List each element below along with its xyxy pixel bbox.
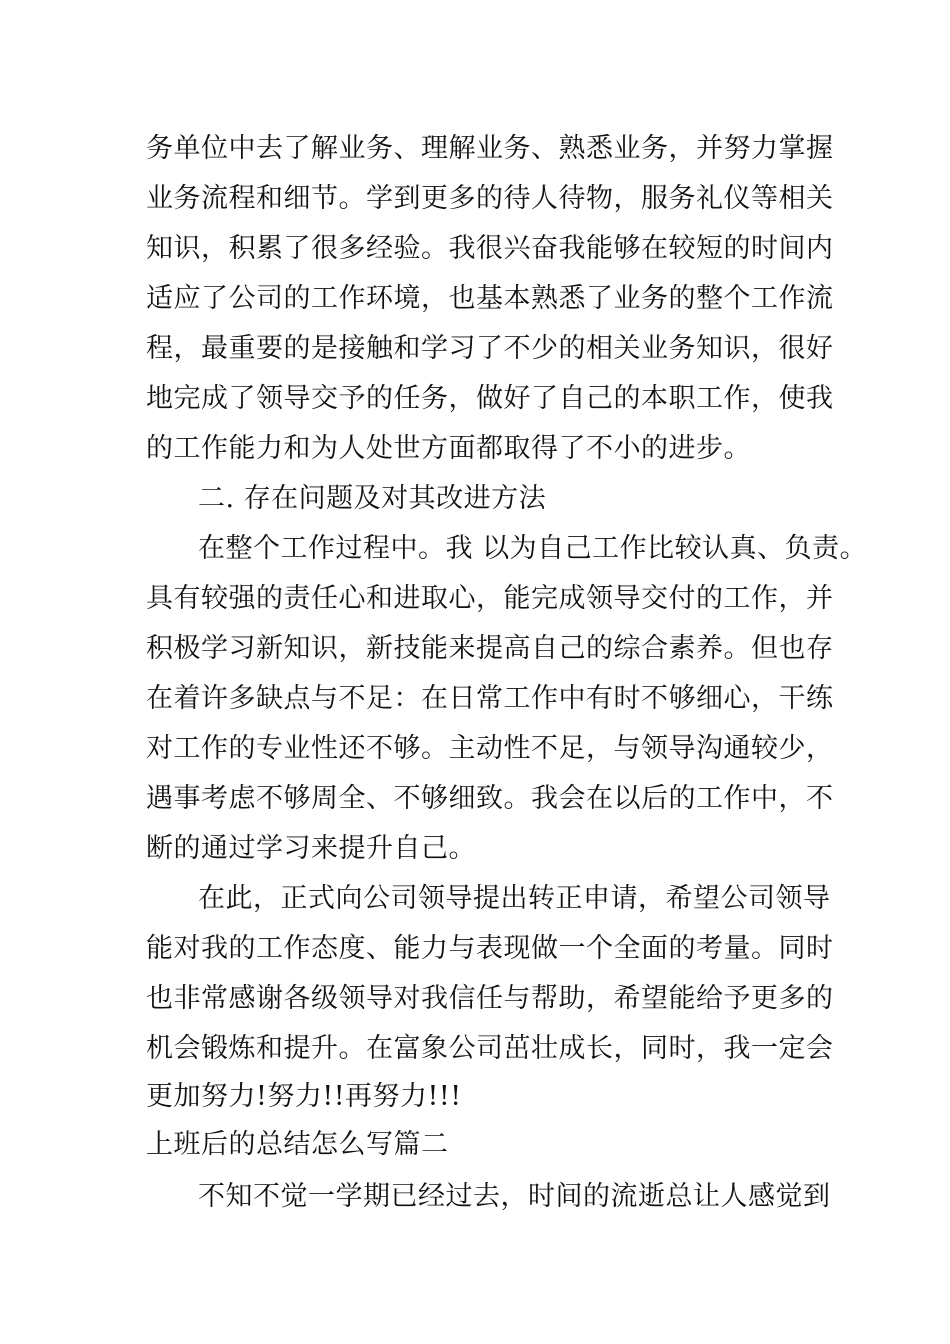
body-text-line: 断的通过学习来提升自己。 [146, 833, 476, 864]
body-text-line: 知识，积累了很多经验。我很兴奋我能够在较短的时间内 [146, 233, 834, 264]
body-text-line: 遇事考虑不够周全、不够细致。我会在以后的工作中，不 [146, 783, 834, 814]
body-text-line: 对工作的专业性还不够。主动性不足，与领导沟通较少， [146, 733, 834, 764]
body-text-line: 在整个工作过程中。我 以为自己工作比较认真、负责。 [198, 533, 868, 564]
body-text-line: 程，最重要的是接触和学习了不少的相关业务知识，很好 [146, 333, 834, 364]
body-text-line: 具有较强的责任心和进取心，能完成领导交付的工作，并 [146, 583, 834, 614]
body-text-line: 的工作能力和为人处世方面都取得了不小的进步。 [146, 433, 751, 464]
body-text-line: 也非常感谢各级领导对我信任与帮助，希望能给予更多的 [146, 983, 834, 1014]
section-heading: 二. 存在问题及对其改进方法 [198, 483, 547, 514]
body-text-line: 地完成了领导交予的任务，做好了自己的本职工作，使我 [146, 383, 834, 414]
body-text-line: 不知不觉一学期已经过去，时间的流逝总让人感觉到 [198, 1181, 831, 1212]
body-text-line: 在着许多缺点与不足：在日常工作中有时不够细心，干练 [146, 683, 834, 714]
article-title: 上班后的总结怎么写篇二 [146, 1129, 449, 1160]
body-text-line: 业务流程和细节。学到更多的待人待物，服务礼仪等相关 [146, 183, 834, 214]
body-text-line: 能对我的工作态度、能力与表现做一个全面的考量。同时 [146, 933, 834, 964]
body-text-line: 积极学习新知识，新技能来提高自己的综合素养。但也存 [146, 633, 834, 664]
body-text-line: 务单位中去了解业务、理解业务、熟悉业务，并努力掌握 [146, 133, 834, 164]
body-text-line: 适应了公司的工作环境，也基本熟悉了业务的整个工作流 [146, 283, 834, 314]
body-text-line: 机会锻炼和提升。在富象公司茁壮成长，同时，我一定会 [146, 1033, 834, 1064]
body-text-line: 在此，正式向公司领导提出转正申请，希望公司领导 [198, 883, 831, 914]
body-text-line: 更加努力!努力!!再努力!!! [146, 1081, 462, 1112]
